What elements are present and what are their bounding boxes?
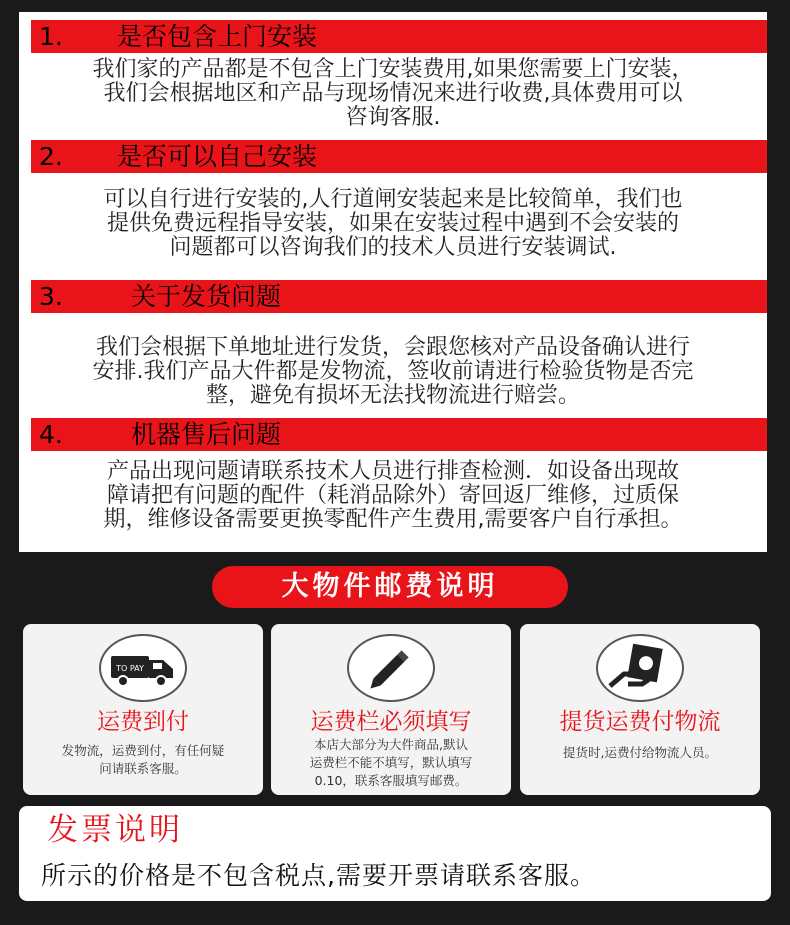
shipping-card-fill-fee [271, 624, 511, 795]
faq-title: 关于发货问题 [131, 282, 282, 311]
card-desc [279, 736, 503, 790]
pencil-icon [347, 634, 435, 702]
shipping-title: 大物件邮费说明 [212, 566, 568, 608]
faq-line: 提供免费远程指导安装，如果在安装过程中遇到不会安装的 [106, 211, 679, 236]
faq-title: 是否包含上门安装 [117, 22, 318, 51]
faq-line: 整，避免有损坏无法找物流进行赔尝。 [205, 383, 580, 408]
faq-line: 问题都可以咨询我们的技术人员进行安装调试. [169, 235, 617, 260]
faq-line: 安排.我们产品大件都是发物流，签收前请进行检验货物是否完 [92, 359, 694, 384]
faq-line: 我们会根据下单地址进行发货，会跟您核对产品设备确认进行 [95, 335, 690, 360]
faq-title: 是否可以自己安装 [117, 142, 318, 171]
invoice-title: 发票说明 [47, 812, 183, 848]
card-desc-line: 运费栏不能不填写，默认填写 [309, 755, 473, 770]
card-title: 运费到付 [97, 709, 189, 735]
faq-body-3 [33, 336, 753, 408]
faq-line: 可以自行进行安装的,人行道闸安装起来是比较简单，我们也 [103, 187, 683, 212]
card-desc-line: 问请联系客服。 [99, 761, 187, 776]
faq-line: 产品出现问题请联系技术人员进行排查检测．如设备出现故 [106, 459, 679, 484]
faq-body-2 [33, 188, 753, 260]
faq-header-4 [31, 418, 767, 451]
card-desc-line: 本店大部分为大件商品,默认 [314, 737, 468, 752]
faq-title: 机器售后问题 [131, 420, 282, 449]
truck-icon-label: TO PAY [116, 664, 144, 673]
faq-number: 2. [39, 142, 63, 171]
faq-panel [19, 12, 767, 552]
faq-header-3 [31, 280, 767, 313]
faq-number: 3. [39, 282, 63, 311]
faq-number: 1. [39, 22, 63, 51]
card-desc-line: 提货时,运费付给物流人员。 [563, 745, 717, 760]
faq-header-2 [31, 140, 767, 173]
truck-icon [99, 634, 187, 702]
shipping-card-pay-logistics [520, 624, 760, 795]
invoice-panel [19, 806, 771, 901]
faq-number: 4. [39, 420, 63, 449]
invoice-text: 所示的价格是不包含税点,需要开票请联系客服。 [41, 861, 596, 890]
faq-body-4 [33, 460, 753, 532]
faq-line: 我们家的产品都是不包含上门安装费用,如果您需要上门安装， [92, 57, 694, 82]
card-desc-line: 发物流，运费到付，有任何疑 [61, 743, 225, 758]
faq-line: 障请把有问题的配件（耗消品除外）寄回返厂维修，过质保 [106, 483, 679, 508]
faq-body-1 [33, 58, 753, 130]
card-title: 提货运费付物流 [559, 709, 721, 735]
card-desc [528, 744, 752, 762]
faq-header-1 [31, 20, 767, 53]
card-title: 运费栏必须填写 [310, 709, 472, 735]
card-desc-line: 0.10，联系客服填写邮费。 [314, 773, 468, 788]
faq-line: 期，维修设备需要更换零配件产生费用,需要客户自行承担。 [103, 507, 683, 532]
faq-line: 我们会根据地区和产品与现场情况来进行收费,具体费用可以 [103, 81, 683, 106]
card-desc [31, 742, 255, 778]
cash-hand-icon [596, 634, 684, 702]
faq-line: 咨询客服. [345, 105, 441, 130]
shipping-card-cod [23, 624, 263, 795]
